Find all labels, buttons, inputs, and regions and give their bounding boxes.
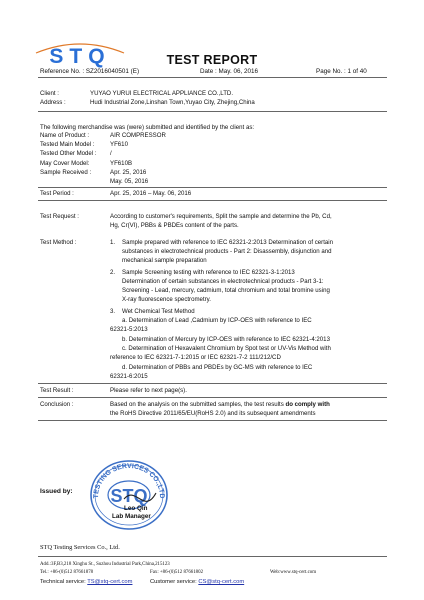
divider [38, 420, 387, 421]
test-request-line: According to customer's requirements, Split the sample and determine the Pb, Cd, [110, 213, 332, 220]
reference-number: Reference No. : SZ2016040501 (E) [40, 68, 140, 75]
footer-web: Web:www.stq-cert.com [270, 570, 317, 575]
page-number: Page No. : 1 of 40 [316, 68, 367, 75]
field-label: Tested Main Model : [40, 141, 95, 148]
method-subline: 62321-5:2013 [110, 326, 148, 333]
tech-service [40, 579, 132, 585]
method-item-line: Determination of certain substances in electrotechnical products - Part 3-1: [122, 278, 324, 285]
method-item-line: Sample prepared with reference to IEC 62321-2:2013 Determination of certain [122, 239, 334, 246]
test-result-value: Please refer to next page(s). [110, 387, 187, 394]
customer-service-label: Customer service: [150, 579, 197, 585]
field-label: Tested Other Model : [40, 150, 97, 157]
field-value: AIR COMPRESSOR [110, 132, 166, 139]
method-item-number: 3. [110, 308, 116, 315]
divider [38, 187, 387, 188]
stamp-center-text: STQ [110, 486, 148, 506]
field-value: Apr. 25, 2016 [110, 169, 147, 176]
company-stamp [84, 455, 174, 533]
divider [38, 77, 387, 78]
method-subline: b. Determination of Mercury by ICP-OES with reference to IEC 62321-4:2013 [122, 336, 330, 343]
intro-text: The following merchandise was (were) submitted and identified by the client as: [40, 124, 255, 131]
field-label: May Cover Model: [40, 160, 90, 167]
method-item-line: Wet Chemical Test Method [122, 308, 195, 315]
test-request-line: Hg, Cr(VI), PBBs & PBDEs content of the parts. [110, 222, 239, 229]
method-subline: d. Determination of PBBs and PBDEs by GC-MS with reference to IEC [122, 364, 313, 371]
client-value: YUYAO YURUI ELECTRICAL APPLIANCE CO.,LTD. [90, 90, 234, 97]
customer-email-link[interactable]: CS@stq-cert.com [198, 579, 245, 585]
test-method-label: Test Method : [40, 239, 77, 246]
signer-title: Lab Manager [112, 513, 151, 520]
signer-name: Leo Qin [124, 505, 148, 512]
conclusion-text: Based on the analysis on the submitted samples, the test results [110, 401, 286, 408]
test-request-label: Test Request : [40, 213, 79, 220]
field-value: YF610 [110, 141, 128, 148]
divider [38, 200, 387, 201]
method-item-line: X-ray fluorescence spectrometry. [122, 296, 211, 303]
field-value: Apr. 25, 2016 – May. 06, 2016 [110, 190, 192, 197]
divider [38, 397, 387, 398]
method-subline: c. Determination of Hexavalent Chromium by Spot test or UV-Vis Method with [122, 345, 331, 352]
method-subline: 62321-6:2015 [110, 373, 148, 380]
conclusion-emphasis: do comply with [285, 401, 330, 408]
customer-service [150, 579, 244, 585]
divider [38, 556, 387, 557]
method-item-line: mechanical sample preparation [122, 257, 207, 264]
stamp-arc-text: TESTING SERVICES CO.,LTD [92, 462, 166, 499]
method-item-line: Screening - Lead, mercury, cadmium, total chromium and total bromine using [122, 287, 330, 294]
test-result-label: Test Result : [40, 387, 74, 394]
report-date: Date : May. 06, 2016 [200, 68, 258, 75]
conclusion-line: the RoHS Directive 2011/65/EU(RoHS 2.0) and its subsequent amendments [110, 410, 316, 417]
footer-address: Add.:3F,B3,218 Xinghu St., Suzhou Industrial Park,China,215123 [40, 562, 170, 567]
method-item-number: 2. [110, 269, 116, 276]
conclusion-line [110, 401, 330, 409]
address-value: Hudi Industrial Zone,Linshan Town,Yuyao City, Zhejing,China [90, 99, 255, 106]
tech-service-label: Technical service: [40, 579, 86, 585]
field-label: Sample Received : [40, 169, 92, 176]
method-item-line: substances in electrotechnical products - Part 2: Disassembly, disjunction and [122, 248, 332, 255]
method-subline: reference to IEC 62321-7-1:2015 or IEC 62321-7-2 111/212/CD [110, 354, 281, 361]
divider [38, 383, 387, 384]
footer-fax: Fax: +86-(0)512 87661802 [150, 570, 204, 575]
address-label: Address : [40, 99, 66, 106]
tech-email-link[interactable]: TS@stq-cert.com [87, 579, 133, 585]
method-subline: a. Determination of Lead ,Cadmium by ICP-OES with reference to IEC [122, 317, 312, 324]
field-value: YF610B [110, 160, 133, 167]
logo-wordmark: STQ [49, 45, 111, 68]
divider [38, 111, 387, 112]
conclusion-label: Conclusion : [40, 401, 74, 408]
client-label: Client : [40, 90, 59, 97]
method-item-number: 1. [110, 239, 116, 246]
field-label: Name of Product : [40, 132, 90, 139]
issued-by-label: Issued by: [40, 488, 73, 495]
footer-tel: Tel.: +86-(0)512 87661878 [40, 570, 94, 575]
field-value: May. 05, 2016 [110, 178, 149, 185]
field-label: Test Period : [40, 190, 74, 197]
field-value: / [110, 150, 112, 157]
method-item-line: Sample Screening testing with reference to IEC 62321-3-1:2013 [122, 269, 295, 276]
footer-company: STQ Testing Services Co., Ltd. [40, 544, 120, 551]
page-title: TEST REPORT [166, 53, 258, 67]
